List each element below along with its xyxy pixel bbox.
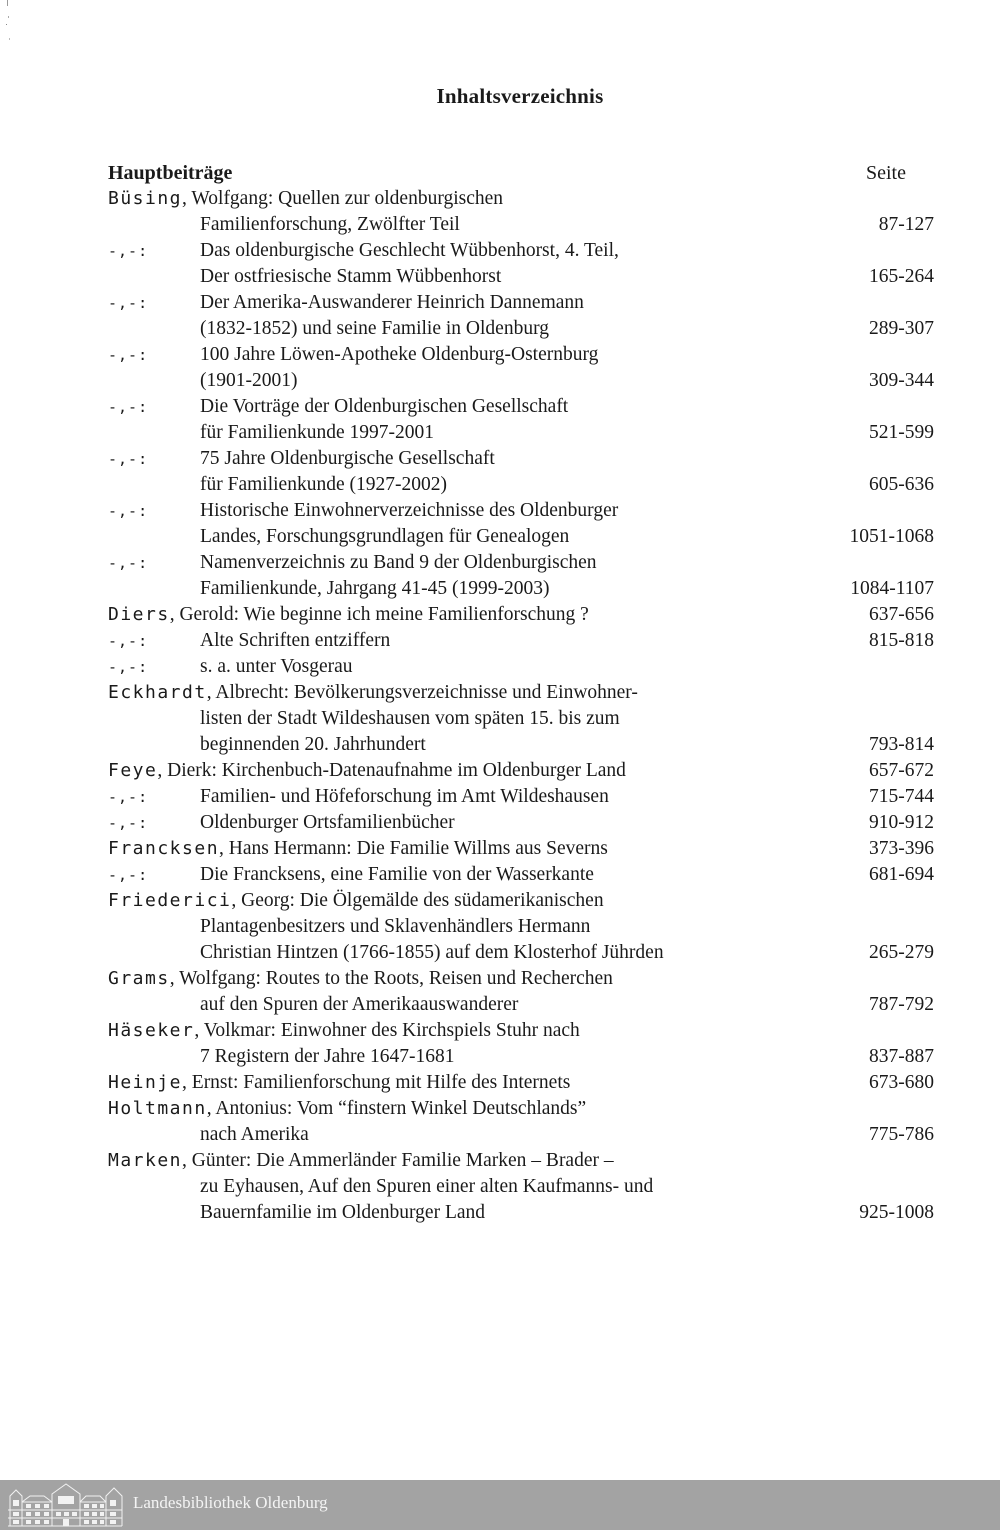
entry-title: , Antonius: Vom “finstern Winkel Deutschlands” xyxy=(206,1098,587,1119)
toc-entry xyxy=(108,1018,934,1044)
toc-entry xyxy=(108,810,934,836)
section-label: Hauptbeiträge xyxy=(108,162,233,184)
entry-title: s. a. unter Vosgerau xyxy=(200,656,353,677)
toc-entry-continuation xyxy=(108,706,934,732)
toc-entry-continuation xyxy=(108,1044,934,1070)
entry-title: Der ostfriesische Stamm Wübbenhorst xyxy=(200,266,502,287)
entry-title: (1832-1852) und seine Familie in Oldenburg xyxy=(200,318,549,339)
entry-title: Der Amerika-Auswanderer Heinrich Dannemann xyxy=(200,292,584,313)
footer-bar xyxy=(0,1480,1000,1530)
toc-entry xyxy=(108,550,934,576)
entry-title: , Albrecht: Bevölkerungsverzeichnisse und Einwohner- xyxy=(206,682,638,703)
entry-pages: 715-744 xyxy=(869,786,934,807)
toc-entry xyxy=(108,654,934,680)
toc-entry-continuation xyxy=(108,264,934,290)
entry-pages: 165-264 xyxy=(869,266,934,287)
toc-entry-continuation xyxy=(108,316,934,342)
toc-entry-continuation xyxy=(108,1200,934,1226)
entry-title: Die Francksens, eine Familie von der Wasserkante xyxy=(200,864,594,885)
entry-pages: 309-344 xyxy=(869,370,934,391)
toc-entry-continuation xyxy=(108,940,934,966)
toc-entry xyxy=(108,888,934,914)
toc-entry-continuation xyxy=(108,368,934,394)
toc-entry-continuation xyxy=(108,1174,934,1200)
entry-title: (1901-2001) xyxy=(200,370,298,391)
entry-author: Marken xyxy=(108,1150,183,1171)
entry-author: Francksen xyxy=(108,838,220,859)
entry-author: Häseker xyxy=(108,1020,195,1041)
entry-title: 100 Jahre Löwen-Apotheke Oldenburg-Osternburg xyxy=(200,344,599,365)
entry-title: Plantagenbesitzers und Sklavenhändlers Hermann xyxy=(200,916,591,937)
entry-pages: 637-656 xyxy=(869,604,934,625)
entry-pages: 815-818 xyxy=(869,630,934,651)
entry-title: Historische Einwohnerverzeichnisse des Oldenburger xyxy=(200,500,619,521)
entry-pages: 787-792 xyxy=(869,994,934,1015)
toc-entry xyxy=(108,446,934,472)
toc-entry xyxy=(108,862,934,888)
entry-title: Familien- und Höfeforschung im Amt Wildeshausen xyxy=(200,786,609,807)
entry-title: Landes, Forschungsgrundlagen für Genealogen xyxy=(200,526,570,547)
entry-author: Heinje xyxy=(108,1072,183,1093)
ditto-mark: -,-: xyxy=(108,814,149,832)
toc-entry xyxy=(108,966,934,992)
toc-entry xyxy=(108,628,934,654)
ditto-mark: -,-: xyxy=(108,554,149,572)
entry-pages: 837-887 xyxy=(869,1046,934,1067)
entry-pages: 87-127 xyxy=(878,214,934,235)
toc-entry-continuation xyxy=(108,992,934,1018)
toc-entry xyxy=(108,1148,934,1174)
entry-title: Das oldenburgische Geschlecht Wübbenhorst, 4. Teil, xyxy=(200,240,619,261)
entry-pages: 681-694 xyxy=(869,864,934,885)
toc-entry xyxy=(108,836,934,862)
toc-entry xyxy=(108,342,934,368)
ditto-mark: -,-: xyxy=(108,242,149,260)
entry-title: , Georg: Die Ölgemälde des südamerikanischen xyxy=(231,890,604,911)
toc-entry-continuation xyxy=(108,472,934,498)
library-building-icon xyxy=(6,1482,124,1528)
toc-entry-continuation xyxy=(108,1122,934,1148)
page-title: Inhaltsverzeichnis xyxy=(436,84,604,108)
entry-pages: 605-636 xyxy=(869,474,934,495)
entry-title: zu Eyhausen, Auf den Spuren einer alten Kaufmanns- und xyxy=(200,1176,654,1197)
entry-title: Alte Schriften entziffern xyxy=(200,630,391,651)
entry-title: beginnenden 20. Jahrhundert xyxy=(200,734,426,755)
toc-entry-continuation xyxy=(108,420,934,446)
ditto-mark: -,-: xyxy=(108,398,149,416)
toc-entry xyxy=(108,602,934,628)
entry-author: Diers xyxy=(108,604,170,625)
library-name: Landesbibliothek Oldenburg xyxy=(133,1493,328,1512)
toc-entry xyxy=(108,1096,934,1122)
entry-title: , Ernst: Familienforschung mit Hilfe des Internets xyxy=(182,1072,571,1093)
entry-title: auf den Spuren der Amerikaauswanderer xyxy=(200,994,519,1015)
toc-entry xyxy=(108,680,934,706)
entry-pages: 289-307 xyxy=(869,318,934,339)
scan-artifacts xyxy=(5,0,11,70)
entry-pages: 910-912 xyxy=(869,812,934,833)
toc-entry-continuation xyxy=(108,914,934,940)
ditto-mark: -,-: xyxy=(108,294,149,312)
entry-pages: 657-672 xyxy=(869,760,934,781)
entry-author: Grams xyxy=(108,968,170,989)
entry-title: Oldenburger Ortsfamilienbücher xyxy=(200,812,455,833)
entry-author: Feye xyxy=(108,760,158,781)
entry-title: , Gerold: Wie beginne ich meine Familienforschung ? xyxy=(169,604,589,625)
toc-entry xyxy=(108,498,934,524)
entry-author: Eckhardt xyxy=(108,682,207,703)
entry-title: Familienkunde, Jahrgang 41-45 (1999-2003) xyxy=(200,578,550,599)
entry-author: Holtmann xyxy=(108,1098,207,1119)
entry-pages: 521-599 xyxy=(869,422,934,443)
entry-title: listen der Stadt Wildeshausen vom späten 15. bis zum xyxy=(200,708,620,729)
entry-title: Familienforschung, Zwölfter Teil xyxy=(200,214,460,235)
entry-pages: 1084-1107 xyxy=(850,578,934,599)
toc-entry xyxy=(108,784,934,810)
entry-pages: 775-786 xyxy=(869,1124,934,1145)
entry-title: für Familienkunde 1997-2001 xyxy=(200,422,434,443)
ditto-mark: -,-: xyxy=(108,632,149,650)
entry-title: Bauernfamilie im Oldenburger Land xyxy=(200,1202,486,1223)
ditto-mark: -,-: xyxy=(108,866,149,884)
toc-entry-continuation xyxy=(108,576,934,602)
entry-title: , Volkmar: Einwohner des Kirchspiels Stuhr nach xyxy=(194,1020,580,1041)
table-of-contents xyxy=(108,160,934,1226)
toc-entry-continuation xyxy=(108,732,934,758)
entry-pages: 1051-1068 xyxy=(849,526,934,547)
entry-title: , Günter: Die Ammerländer Familie Marken – Brader – xyxy=(182,1150,614,1171)
entry-pages: 673-680 xyxy=(869,1072,934,1093)
entry-title: nach Amerika xyxy=(200,1124,309,1145)
entry-title: Christian Hintzen (1766-1855) auf dem Klosterhof Jührden xyxy=(200,942,664,963)
toc-header xyxy=(108,160,934,186)
toc-entry xyxy=(108,238,934,264)
entry-title: Die Vorträge der Oldenburgischen Gesellschaft xyxy=(200,396,569,417)
ditto-mark: -,-: xyxy=(108,502,149,520)
toc-entry xyxy=(108,186,934,212)
entry-pages: 265-279 xyxy=(869,942,934,963)
ditto-mark: -,-: xyxy=(108,346,149,364)
entry-title: , Wolfgang: Routes to the Roots, Reisen und Recherchen xyxy=(169,968,613,989)
entry-title: 7 Registern der Jahre 1647-1681 xyxy=(200,1046,455,1067)
toc-entry xyxy=(108,290,934,316)
entry-pages: 793-814 xyxy=(869,734,934,755)
ditto-mark: -,-: xyxy=(108,658,149,676)
toc-entry-continuation xyxy=(108,212,934,238)
toc-entry xyxy=(108,1070,934,1096)
entry-title: , Wolfgang: Quellen zur oldenburgischen xyxy=(182,188,504,209)
entry-author: Friederici xyxy=(108,890,232,911)
entry-author: Büsing xyxy=(108,188,183,209)
entry-title: 75 Jahre Oldenburgische Gesellschaft xyxy=(200,448,495,469)
entry-title: , Hans Hermann: Die Familie Willms aus Severns xyxy=(219,838,608,859)
ditto-mark: -,-: xyxy=(108,788,149,806)
toc-entry-continuation xyxy=(108,524,934,550)
entry-title: für Familienkunde (1927-2002) xyxy=(200,474,447,495)
entry-pages: 925-1008 xyxy=(859,1202,934,1223)
entry-pages: 373-396 xyxy=(869,838,934,859)
toc-entry xyxy=(108,394,934,420)
ditto-mark: -,-: xyxy=(108,450,149,468)
pages-column-label: Seite xyxy=(866,162,906,184)
toc-entry xyxy=(108,758,934,784)
entry-title: Namenverzeichnis zu Band 9 der Oldenburgischen xyxy=(200,552,597,573)
entry-title: , Dierk: Kirchenbuch-Datenaufnahme im Oldenburger Land xyxy=(157,760,626,781)
